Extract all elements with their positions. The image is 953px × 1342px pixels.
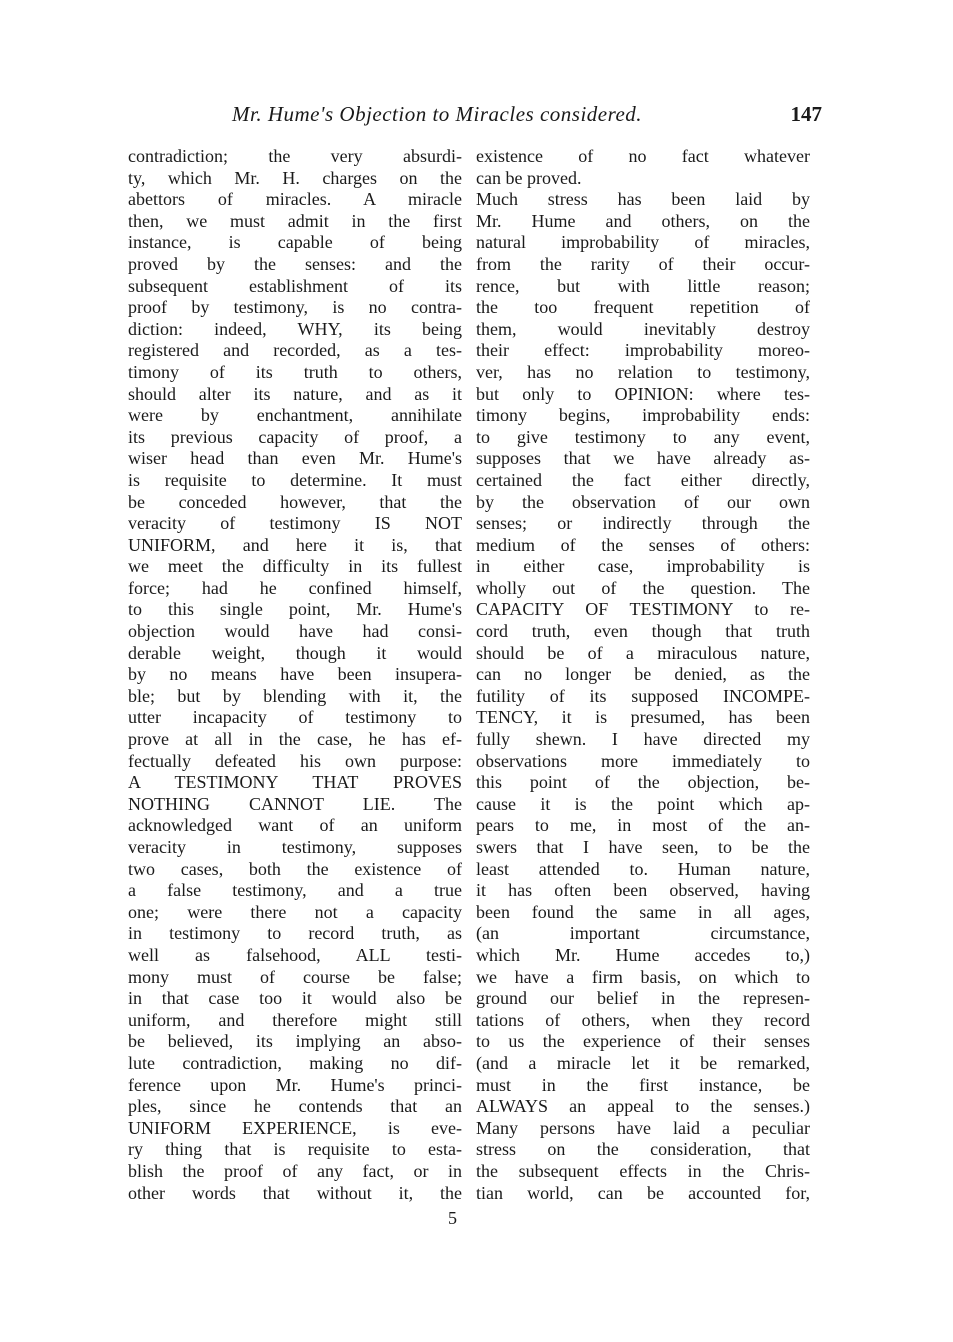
text-line: then, we must admit in the first bbox=[128, 210, 462, 231]
text-line: by the observation of our own bbox=[476, 491, 810, 512]
text-line: one; were there not a capacity bbox=[128, 901, 462, 922]
text-line: which Mr. Hume accedes to,) bbox=[476, 944, 810, 965]
text-line: tian world, can be accounted for, bbox=[476, 1182, 810, 1203]
text-line: to give testimony to any event, bbox=[476, 426, 810, 447]
text-line: natural improbability of miracles, bbox=[476, 232, 810, 253]
text-line: in either case, improbability is bbox=[476, 556, 810, 577]
text-line: CAPACITY OF TESTIMONY to re- bbox=[476, 599, 810, 620]
text-line: medium of the senses of others: bbox=[476, 534, 810, 555]
text-line: TENCY, it is presumed, has been bbox=[476, 707, 810, 728]
text-line: must in the first instance, be bbox=[476, 1074, 810, 1095]
text-line: rence, but with little reason; bbox=[476, 275, 810, 296]
text-line: certained the fact either directly, bbox=[476, 469, 810, 490]
text-line: cord truth, even though that truth bbox=[476, 621, 810, 642]
text-line: other words that without it, the bbox=[128, 1182, 462, 1203]
text-line: senses; or indirectly through the bbox=[476, 513, 810, 534]
text-line: two cases, both the existence of bbox=[128, 858, 462, 879]
text-line: ver, has no relation to testimony, bbox=[476, 361, 810, 382]
text-line: lute contradiction, making no dif- bbox=[128, 1052, 462, 1073]
text-line: this point of the objection, be- bbox=[476, 772, 810, 793]
text-line: timony of its truth to others, bbox=[128, 361, 462, 382]
running-header bbox=[232, 102, 822, 132]
text-line: its previous capacity of proof, a bbox=[128, 426, 462, 447]
text-line: should be of a miraculous nature, bbox=[476, 642, 810, 663]
text-line: swers that I have seen, to be the bbox=[476, 837, 810, 857]
text-line: were by enchantment, annihilate bbox=[128, 405, 462, 426]
text-line: fully shewn. I have directed my bbox=[476, 729, 810, 750]
text-line: mony must of course be false; bbox=[128, 966, 462, 987]
text-line: NOTHING CANNOT LIE. The bbox=[128, 793, 462, 814]
text-line: ples, since he contends that an bbox=[128, 1096, 462, 1117]
text-line: ference upon Mr. Hume's princi- bbox=[128, 1074, 462, 1095]
text-line: timony begins, improbability ends: bbox=[476, 405, 810, 426]
text-line: be conceded however, that the bbox=[128, 491, 462, 512]
text-line: well as falsehood, ALL testi- bbox=[128, 944, 462, 965]
text-line: their effect: improbability moreo- bbox=[476, 340, 810, 361]
text-line: be believed, its implying an abso- bbox=[128, 1031, 462, 1052]
text-line: existence of no fact whatever bbox=[476, 146, 810, 166]
text-line: proof by testimony, is no contra- bbox=[128, 297, 462, 318]
text-line: ALWAYS an appeal to the senses.) bbox=[476, 1096, 810, 1117]
text-line: registered and recorded, as a tes- bbox=[128, 340, 462, 361]
text-line: (an important circumstance, bbox=[476, 923, 810, 944]
text-line: the subsequent effects in the Chris- bbox=[476, 1160, 810, 1181]
text-line: can no longer be denied, as the bbox=[476, 664, 810, 685]
text-line: we meet the difficulty in its fullest bbox=[128, 556, 462, 577]
text-line: stress on the consideration, that bbox=[476, 1139, 810, 1160]
text-line: from the rarity of their occur- bbox=[476, 253, 810, 274]
text-line: wholly out of the question. The bbox=[476, 577, 810, 598]
text-line: ground our belief in the represen- bbox=[476, 988, 810, 1009]
text-line: objection would have had consi- bbox=[128, 621, 462, 642]
text-line: abettors of miracles. A miracle bbox=[128, 189, 462, 210]
text-line: fectually defeated his own purpose: bbox=[128, 750, 462, 771]
text-line: least attended to. Human nature, bbox=[476, 858, 810, 879]
text-line: it has often been observed, having bbox=[476, 880, 810, 901]
text-line: should alter its nature, and as it bbox=[128, 383, 462, 404]
page-number: 147 bbox=[790, 102, 822, 126]
text-line: (and a miracle let it be remarked, bbox=[476, 1052, 810, 1073]
text-line: is requisite to determine. It must bbox=[128, 469, 462, 490]
right-column bbox=[476, 146, 810, 1204]
text-line: Many persons have laid a peculiar bbox=[476, 1117, 810, 1138]
text-line: acknowledged want of an uniform bbox=[128, 815, 462, 836]
text-line: cause it is the point which ap- bbox=[476, 793, 810, 814]
text-line: utter incapacity of testimony to bbox=[128, 707, 462, 728]
text-line: proved by the senses: and the bbox=[128, 253, 462, 274]
text-line: prove at all in the case, he has ef- bbox=[128, 729, 462, 750]
text-line: pears to me, in most of the an- bbox=[476, 815, 810, 836]
text-line: veracity of testimony IS NOT bbox=[128, 513, 462, 534]
text-line: them, would inevitably destroy bbox=[476, 318, 810, 339]
text-line: we have a firm basis, on which to bbox=[476, 966, 810, 987]
text-line: supposes that we have already as- bbox=[476, 448, 810, 469]
text-line: but only to OPINION: where tes- bbox=[476, 383, 810, 404]
running-title: Mr. Hume's Objection to Miracles considered. bbox=[232, 102, 643, 126]
text-line: ry thing that is requisite to esta- bbox=[128, 1139, 462, 1160]
text-line: ble; but by blending with it, the bbox=[128, 685, 462, 706]
text-line: ty, which Mr. H. charges on the bbox=[128, 167, 462, 188]
text-line: uniform, and therefore might still bbox=[128, 1009, 462, 1030]
text-line: a false testimony, and a true bbox=[128, 880, 462, 901]
text-line: diction: indeed, WHY, its being bbox=[128, 318, 462, 339]
text-line: instance, is capable of being bbox=[128, 232, 462, 253]
text-line: by no means have been insupera- bbox=[128, 664, 462, 685]
text-line: to us the experience of their senses bbox=[476, 1031, 810, 1052]
text-line: futility of its supposed INCOMPE- bbox=[476, 685, 810, 706]
text-line: subsequent establishment of its bbox=[128, 275, 462, 296]
text-line: wiser head than even Mr. Hume's bbox=[128, 448, 462, 469]
left-column bbox=[128, 146, 462, 1204]
signature-mark: 5 bbox=[448, 1208, 457, 1228]
text-line: derable weight, though it would bbox=[128, 642, 462, 663]
text-line: observations more immediately to bbox=[476, 750, 810, 771]
text-line: force; had he confined himself, bbox=[128, 577, 462, 598]
text-line: Much stress has been laid by bbox=[476, 189, 810, 210]
text-line: the too frequent repetition of bbox=[476, 297, 810, 318]
text-line: to this single point, Mr. Hume's bbox=[128, 599, 462, 620]
text-line: Mr. Hume and others, on the bbox=[476, 210, 810, 231]
text-line: in that case too it would also be bbox=[128, 988, 462, 1009]
text-line: UNIFORM EXPERIENCE, is eve- bbox=[128, 1117, 462, 1138]
text-line: in testimony to record truth, as bbox=[128, 923, 462, 944]
text-line: contradiction; the very absurdi- bbox=[128, 146, 462, 166]
text-line: can be proved. bbox=[476, 167, 582, 188]
text-line: been found the same in all ages, bbox=[476, 901, 810, 922]
text-line: tations of others, when they record bbox=[476, 1009, 810, 1030]
text-line: UNIFORM, and here it is, that bbox=[128, 534, 462, 555]
text-line: veracity in testimony, supposes bbox=[128, 837, 462, 857]
text-line: A TESTIMONY THAT PROVES bbox=[128, 772, 462, 793]
text-line: blish the proof of any fact, or in bbox=[128, 1160, 462, 1181]
